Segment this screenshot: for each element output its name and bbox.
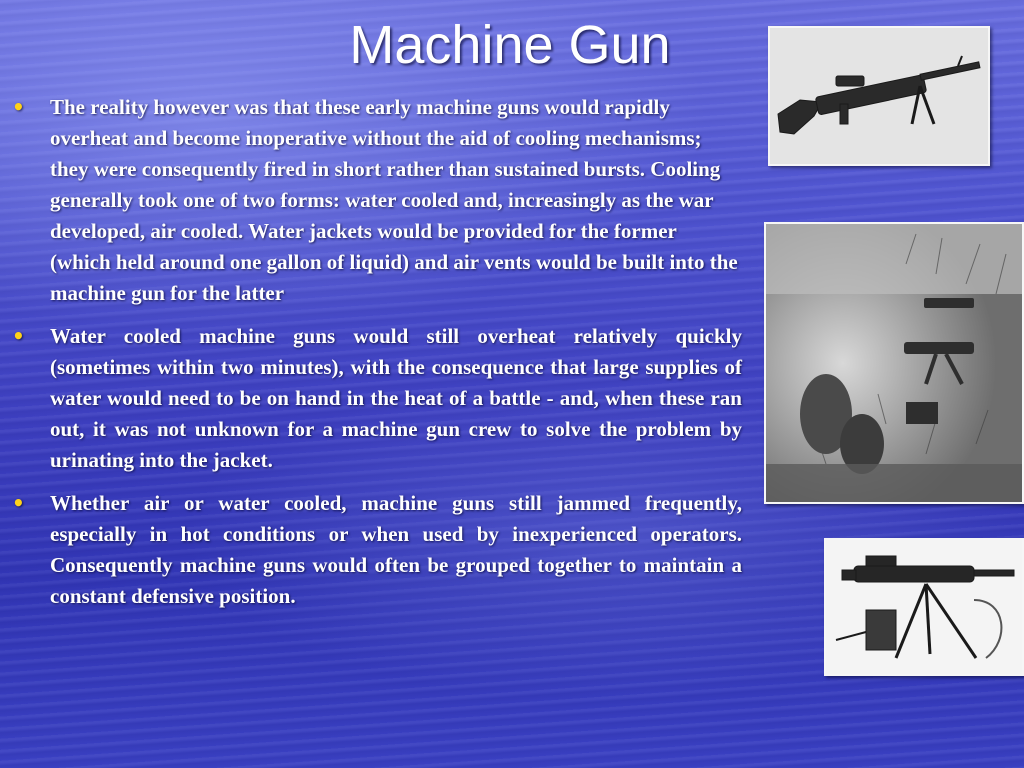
tripod-gun-graphic [826, 540, 1022, 674]
trench-photo-graphic [766, 224, 1022, 502]
light-machine-gun-graphic [770, 28, 988, 164]
bullet-text: Water cooled machine guns would still overheat relatively quickly (sometimes within two minutes), with the consequence that large supplies of water would need to be on hand in the heat of a battle - and, when these ran out, it was not unknown for a machine gun crew to solve the problem by urinating into the jacket. [50, 324, 742, 472]
bullet-item [12, 92, 742, 309]
light-machine-gun-photo-icon [768, 26, 990, 166]
bullet-item [12, 321, 742, 476]
machine-gun-crew-trench-photo-icon [764, 222, 1024, 504]
bullet-text: The reality however was that these early machine guns would rapidly overheat and become inoperative without the aid of cooling mechanisms; they were consequently fired in short rather than sustained bursts. Cooling generally took one of two forms: water cooled and, increasingly as the war developed, air cooled. Water jackets would be provided for the former (which held around one gallon of liquid) and air vents would be built into the machine gun for the latter [50, 95, 738, 305]
slide-title: Machine Gun [349, 15, 671, 75]
tripod-machine-gun-diagram-icon [824, 538, 1024, 676]
bullet-dot-icon: • [12, 95, 25, 119]
bullet-text: Whether air or water cooled, machine guns still jammed frequently, especially in hot conditions or when used by inexperienced operators. Consequently machine guns would often be grouped together to maintain a constant defensive position. [50, 491, 742, 608]
bullet-dot-icon: • [12, 491, 25, 515]
bullet-dot-icon: • [12, 324, 25, 348]
bullet-item [12, 488, 742, 612]
bullet-list [12, 92, 742, 624]
